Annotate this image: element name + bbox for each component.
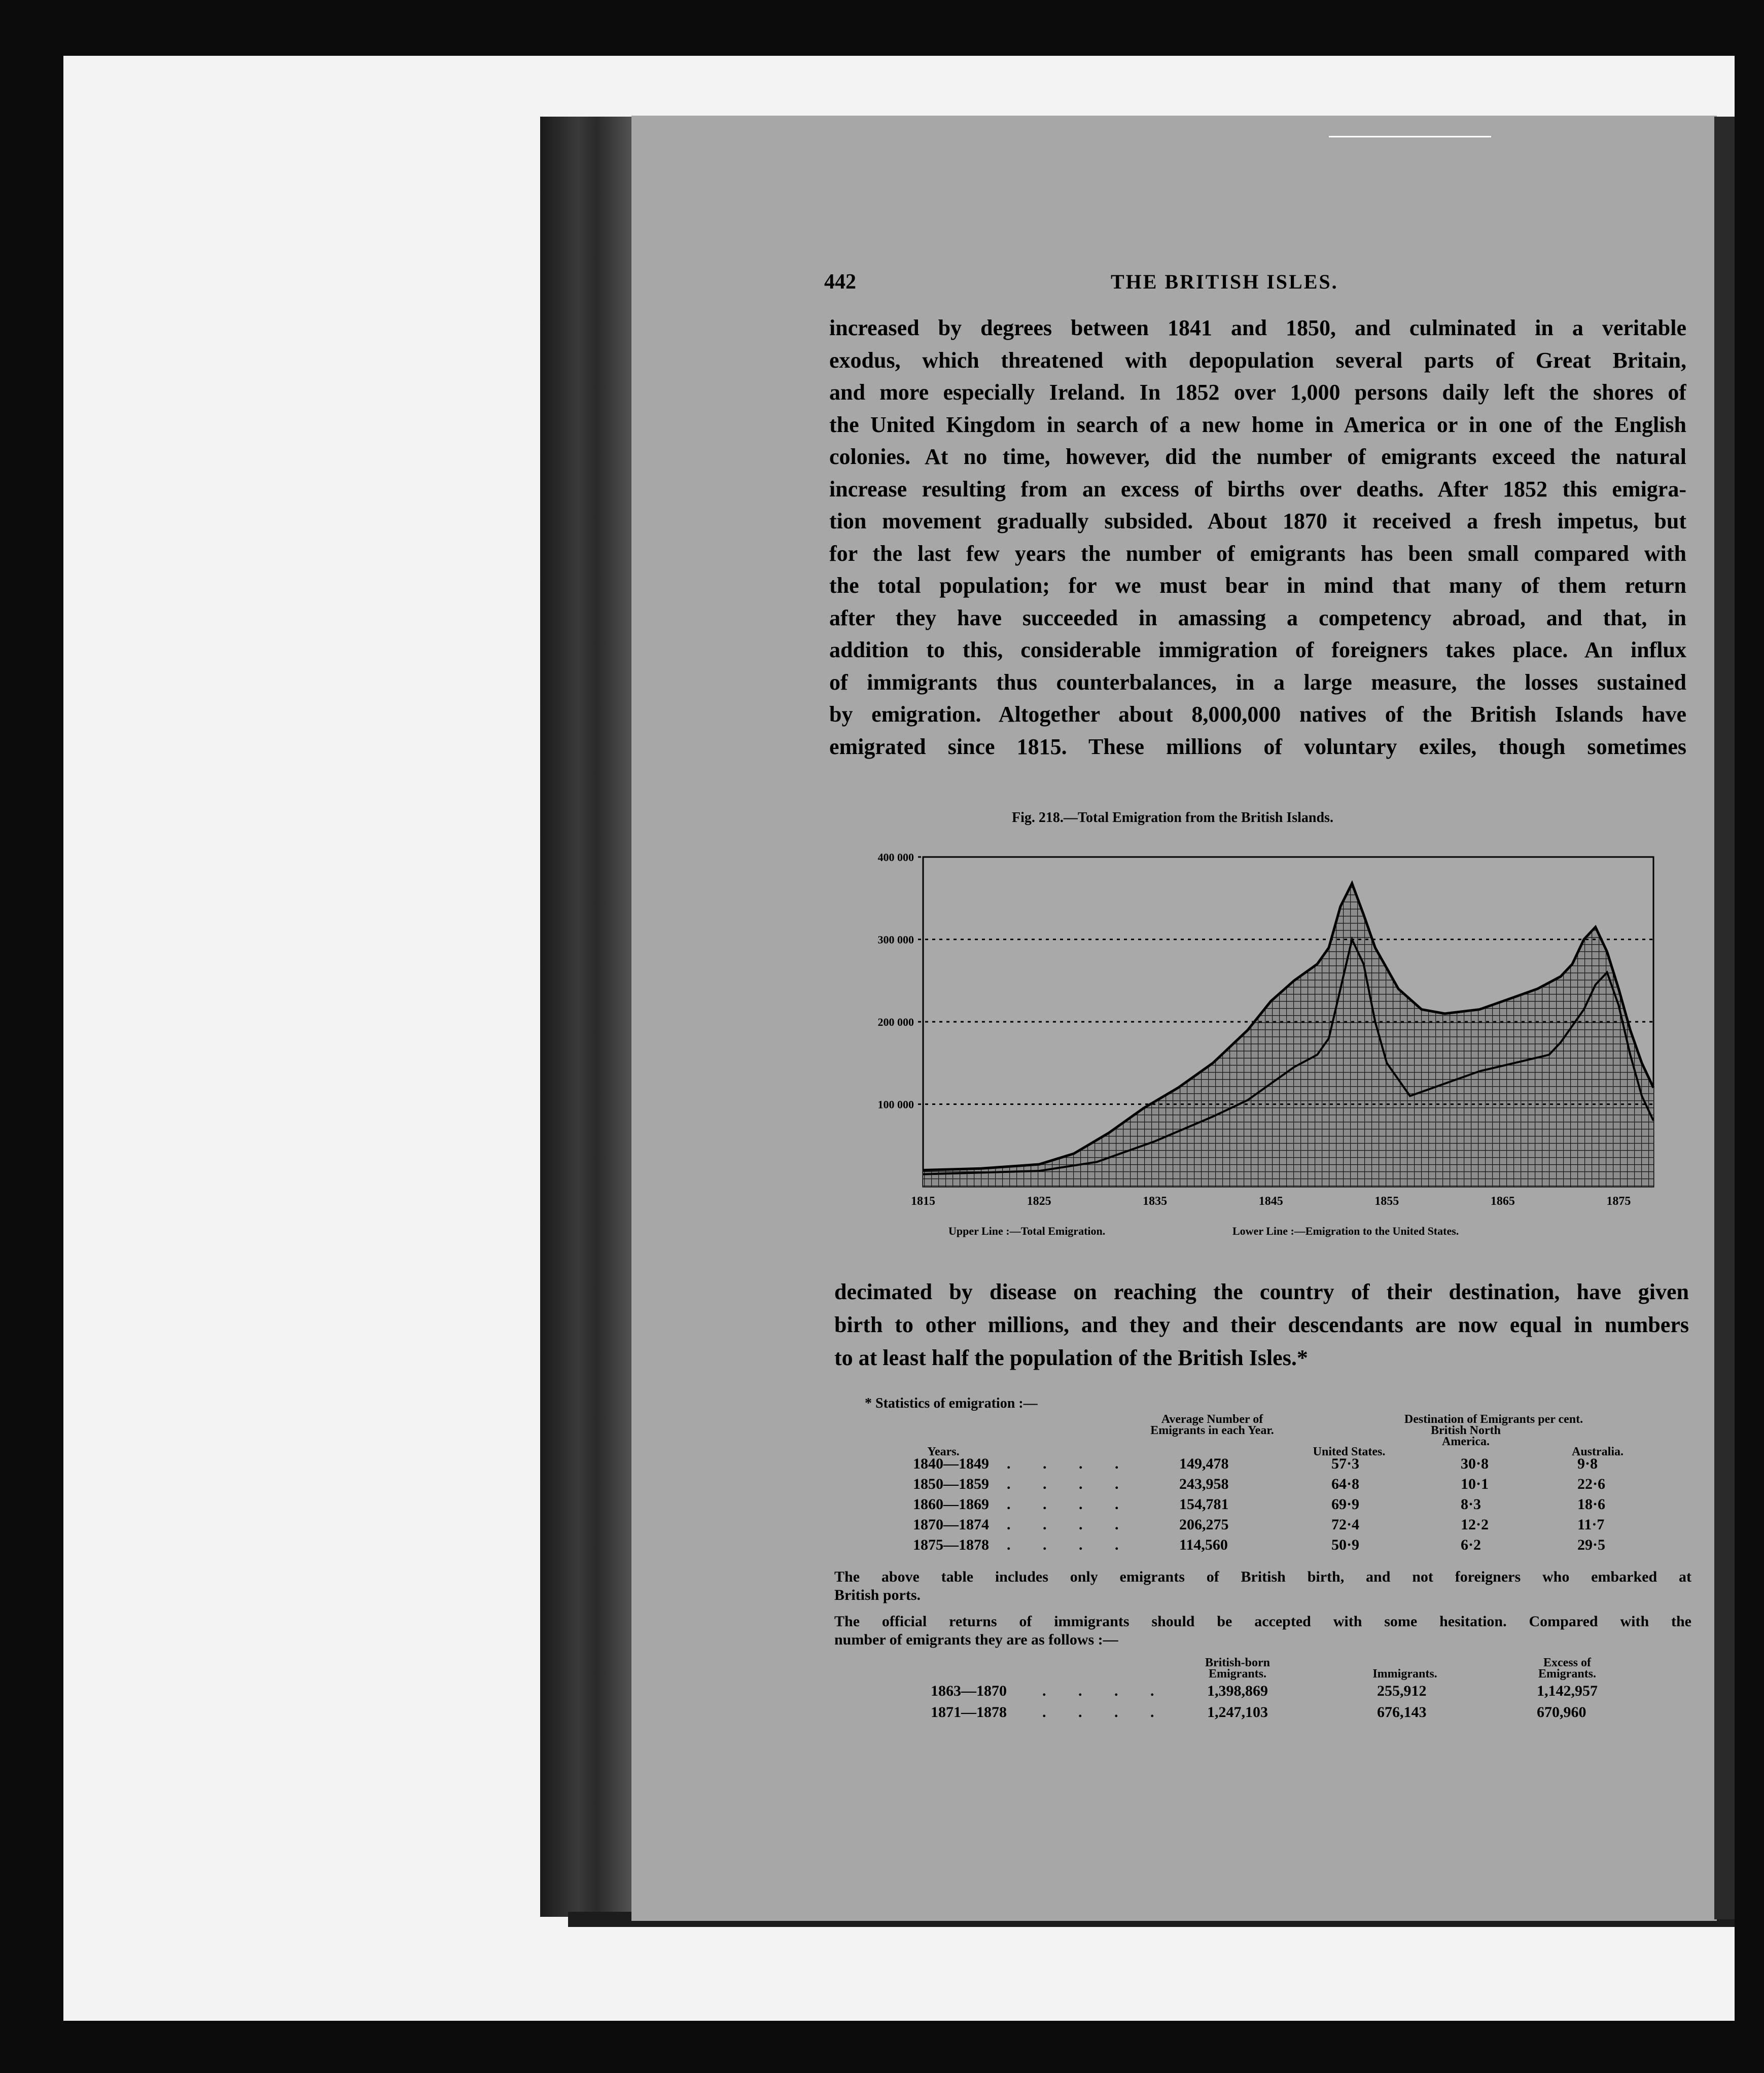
chart-svg [832,852,1674,1217]
col-header-destination: Destination of Emigrants per cent. [1404,1413,1583,1426]
text-line: emigrated since 1815. These millions of voluntary exiles, though sometimes [829,734,1686,759]
x-tick-label: 1835 [1143,1195,1168,1208]
text-line: addition to this, considerable immigration of foreigners takes place. An influx [829,637,1686,662]
table-cell-us: 57·3 [1331,1455,1360,1472]
body-text-before-figure [829,312,1686,763]
x-tick-label: 1825 [1027,1195,1051,1208]
footnote-line: The official returns of immigrants should be accepted with some hesitation. Compared with the [834,1613,1691,1630]
table-cell-aus: 11·7 [1577,1516,1605,1533]
leader-dots: . . . . [1007,1496,1133,1513]
text-line: tion movement gradually subsided. About 1870 it received a fresh impetus, but [829,509,1686,533]
col-header-years: Years. [927,1445,960,1458]
text-line: by emigration. Altogether about 8,000,000 natives of the British Islands have [829,702,1686,727]
table-cell-years: 1860—1869 [913,1496,989,1513]
book-spine-edge [540,117,634,1917]
footnote-note-1 [834,1568,1691,1604]
figure-caption: Fig. 218.—Total Emigration from the British Islands. [1012,810,1333,826]
table-cell-us: 50·9 [1331,1536,1360,1553]
col-header-excess: Excess of Emigrants. [1538,1656,1596,1681]
running-head: THE BRITISH ISLES. [1111,270,1338,293]
table-cell-years: 1870—1874 [913,1516,989,1533]
table-cell-bna: 12·2 [1461,1516,1489,1533]
footnote-note-2 [834,1613,1691,1649]
y-tick-label: 200 000 [877,1016,914,1028]
table-cell-average: 149,478 [1179,1455,1229,1472]
film-scratch [1329,136,1491,137]
col-header-bna: British North America. [1431,1424,1501,1448]
text-line: for the last few years the number of emigrants has been small compared with [829,541,1686,566]
table-cell-years: 1871—1878 [931,1704,1007,1721]
text-line: of immigrants thus counterbalances, in a large measure, the losses sustained [829,669,1686,695]
table-cell-bna: 6·2 [1461,1536,1481,1553]
x-tick-label: 1845 [1258,1195,1283,1208]
page-number: 442 [824,270,856,294]
table-cell-aus: 29·5 [1577,1536,1606,1553]
book-edge-right [1714,117,1735,1919]
text-line: the total population; for we must bear in mind that many of them return [829,573,1686,598]
text-line: decimated by disease on reaching the country of their destination, have given [834,1279,1689,1304]
table-cell-average: 114,560 [1179,1536,1228,1553]
table-cell-years: 1850—1859 [913,1476,989,1492]
table-cell-years: 1875—1878 [913,1536,989,1553]
text-line: to at least half the population of the British Isles.* [834,1345,1308,1370]
col-header-us: United States. [1313,1445,1386,1458]
text-line: increase resulting from an excess of births over deaths. After 1852 this emigra- [829,476,1686,502]
y-tick-label: 300 000 [877,933,914,946]
table-cell-average: 154,781 [1179,1496,1229,1513]
col-header-aus: Australia. [1572,1445,1624,1458]
table-cell-years: 1863—1870 [931,1683,1007,1699]
text-line: after they have succeeded in amassing a competency abroad, and that, in [829,605,1686,630]
col-header-average: Average Number of Emigrants in each Year. [1150,1413,1274,1437]
x-tick-label: 1855 [1374,1195,1399,1208]
text-line: increased by degrees between 1841 and 1850, and culminated in a veritable [829,315,1686,340]
table-cell-average: 243,958 [1179,1476,1229,1492]
x-tick-label: 1815 [911,1195,935,1208]
table-cell-aus: 9·8 [1577,1455,1598,1472]
col-header-british-born: British-born Emigrants. [1205,1656,1270,1681]
table-cell-aus: 18·6 [1577,1496,1606,1513]
table-cell-years: 1840—1849 [913,1455,989,1472]
text-line: birth to other millions, and they and their descendants are now equal in numbers [834,1312,1689,1337]
table-cell-us: 64·8 [1331,1476,1360,1492]
legend-lower-line: Lower Line :—Emigration to the United States. [1232,1225,1459,1237]
body-text-after-figure [834,1275,1689,1374]
footnote-line: British ports. [834,1587,921,1603]
table-cell-bna: 8·3 [1461,1496,1481,1513]
scan-border-bottom [0,2021,1764,2073]
table-cell-immigrants: 255,912 [1377,1683,1427,1699]
table-cell-us: 72·4 [1331,1516,1360,1533]
scan-border-top [0,0,1764,56]
table-cell-british-born: 1,398,869 [1207,1683,1268,1699]
col-header-immigrants: Immigrants. [1372,1667,1437,1681]
table-cell-excess: 1,142,957 [1537,1683,1598,1699]
table-cell-excess: 670,960 [1537,1704,1586,1721]
footnote-intro: * Statistics of emigration :— [865,1396,1038,1411]
text-line: exodus, which threatened with depopulation several parts of Great Britain, [829,347,1686,373]
y-tick-label: 100 000 [877,1098,914,1111]
leader-dots: . . . . [1042,1704,1169,1721]
table-cell-british-born: 1,247,103 [1207,1704,1268,1721]
leader-dots: . . . . [1007,1476,1133,1492]
y-tick-label: 400 000 [877,852,914,864]
leader-dots: . . . . [1007,1516,1133,1533]
x-tick-label: 1865 [1490,1195,1515,1208]
leader-dots: . . . . [1007,1455,1133,1472]
text-line: and more especially Ireland. In 1852 over 1,000 persons daily left the shores of [829,380,1686,405]
table-cell-average: 206,275 [1179,1516,1229,1533]
table-cell-bna: 30·8 [1461,1455,1489,1472]
footnote-line: The above table includes only emigrants of British birth, and not foreigners who embarked at [834,1568,1691,1585]
text-line: the United Kingdom in search of a new home in America or in one of the English [829,412,1686,437]
emigration-chart [832,852,1674,1217]
scan-border-right [1735,0,1764,2073]
x-tick-label: 1875 [1606,1195,1631,1208]
text-line: colonies. At no time, however, did the number of emigrants exceed the natural [829,444,1686,469]
legend-upper-line: Upper Line :—Total Emigration. [948,1225,1106,1237]
leader-dots: . . . . [1007,1536,1133,1553]
table-cell-aus: 22·6 [1577,1476,1606,1492]
table-cell-immigrants: 676,143 [1377,1704,1427,1721]
scan-border-left [0,0,63,2073]
leader-dots: . . . . [1042,1683,1169,1699]
table-cell-us: 69·9 [1331,1496,1360,1513]
footnote-line: number of emigrants they are as follows :— [834,1631,1118,1648]
table-cell-bna: 10·1 [1461,1476,1489,1492]
